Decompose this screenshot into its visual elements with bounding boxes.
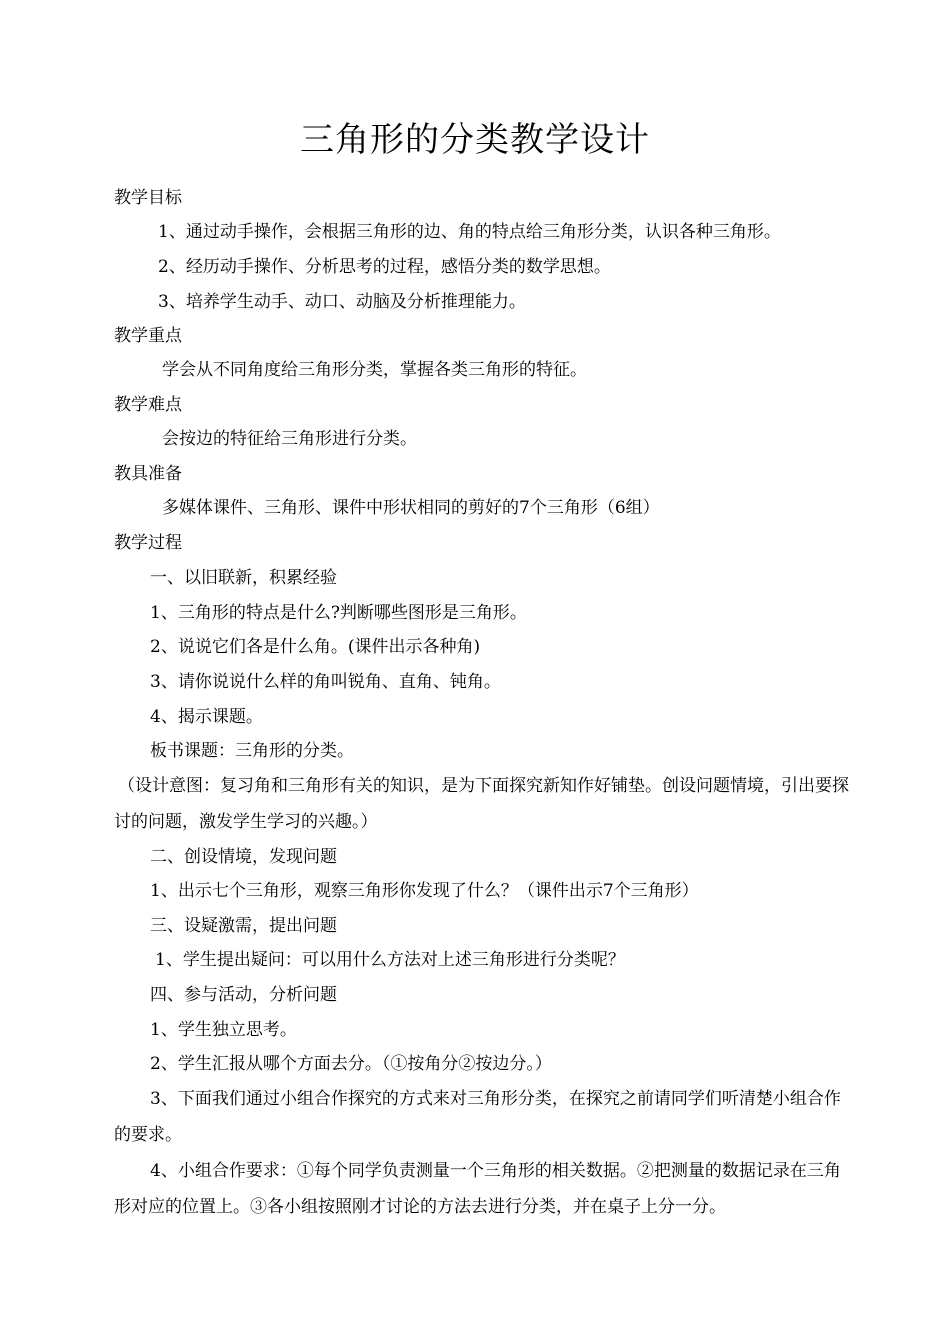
process-line: 1、出示七个三角形，观察三角形你发现了什么？（课件出示7个三角形）	[150, 881, 699, 901]
document-title: 三角形的分类教学设计	[300, 120, 650, 160]
process-line: 3、请你说说什么样的角叫锐角、直角、钝角。	[150, 672, 501, 692]
process-line: 2、说说它们各是什么角。(课件出示各种角)	[150, 637, 481, 657]
process-section-2: 二、创设情境，发现问题	[150, 847, 337, 867]
goal-item-3: 3、培养学生动手、动口、动脑及分析推理能力。	[158, 292, 526, 312]
process-heading: 教学过程	[114, 533, 182, 553]
goal-item-1: 1、通过动手操作，会根据三角形的边、角的特点给三角形分类，认识各种三角形。	[158, 222, 781, 242]
key-points-heading: 教学重点	[114, 326, 182, 346]
process-line: 1、三角形的特点是什么?判断哪些图形是三角形。	[150, 603, 527, 623]
materials-text: 多媒体课件、三角形、课件中形状相同的剪好的7个三角形（6组）	[162, 498, 660, 518]
difficulties-heading: 教学难点	[114, 395, 182, 415]
goals-heading: 教学目标	[114, 188, 182, 208]
process-section-4: 四、参与活动，分析问题	[150, 985, 337, 1005]
process-line: 2、学生汇报从哪个方面去分。（①按角分②按边分。）	[150, 1054, 552, 1074]
process-line: 1、学生独立思考。	[150, 1020, 297, 1040]
group-work-requirements: 4、小组合作要求：①每个同学负责测量一个三角形的相关数据。②把测量的数据记录在三角形对应的位置上。③各小组按照刚才讨论的方法去进行分类，并在桌子上分一分。	[114, 1161, 841, 1217]
materials-heading: 教具准备	[114, 464, 182, 484]
process-section-1: 一、以旧联新，积累经验	[150, 568, 337, 588]
process-line: 1、学生提出疑问：可以用什么方法对上述三角形进行分类呢？	[155, 950, 625, 970]
key-points-text: 学会从不同角度给三角形分类，掌握各类三角形的特征。	[162, 360, 587, 380]
design-note: （设计意图：复习角和三角形有关的知识，是为下面探究新知作好铺垫。创设问题情境，引出要探讨的问题，激发学生学习的兴趣。）	[114, 776, 849, 832]
process-line: 4、揭示课题。	[150, 707, 263, 727]
difficulties-text: 会按边的特征给三角形进行分类。	[162, 429, 417, 449]
group-work-intro: 3、下面我们通过小组合作探究的方式来对三角形分类，在探究之前请同学们听清楚小组合作的要求。	[114, 1089, 841, 1145]
blackboard-title: 板书课题：三角形的分类。	[150, 741, 354, 761]
process-section-3: 三、设疑激需，提出问题	[150, 916, 337, 936]
goal-item-2: 2、经历动手操作、分析思考的过程，感悟分类的数学思想。	[158, 257, 611, 277]
